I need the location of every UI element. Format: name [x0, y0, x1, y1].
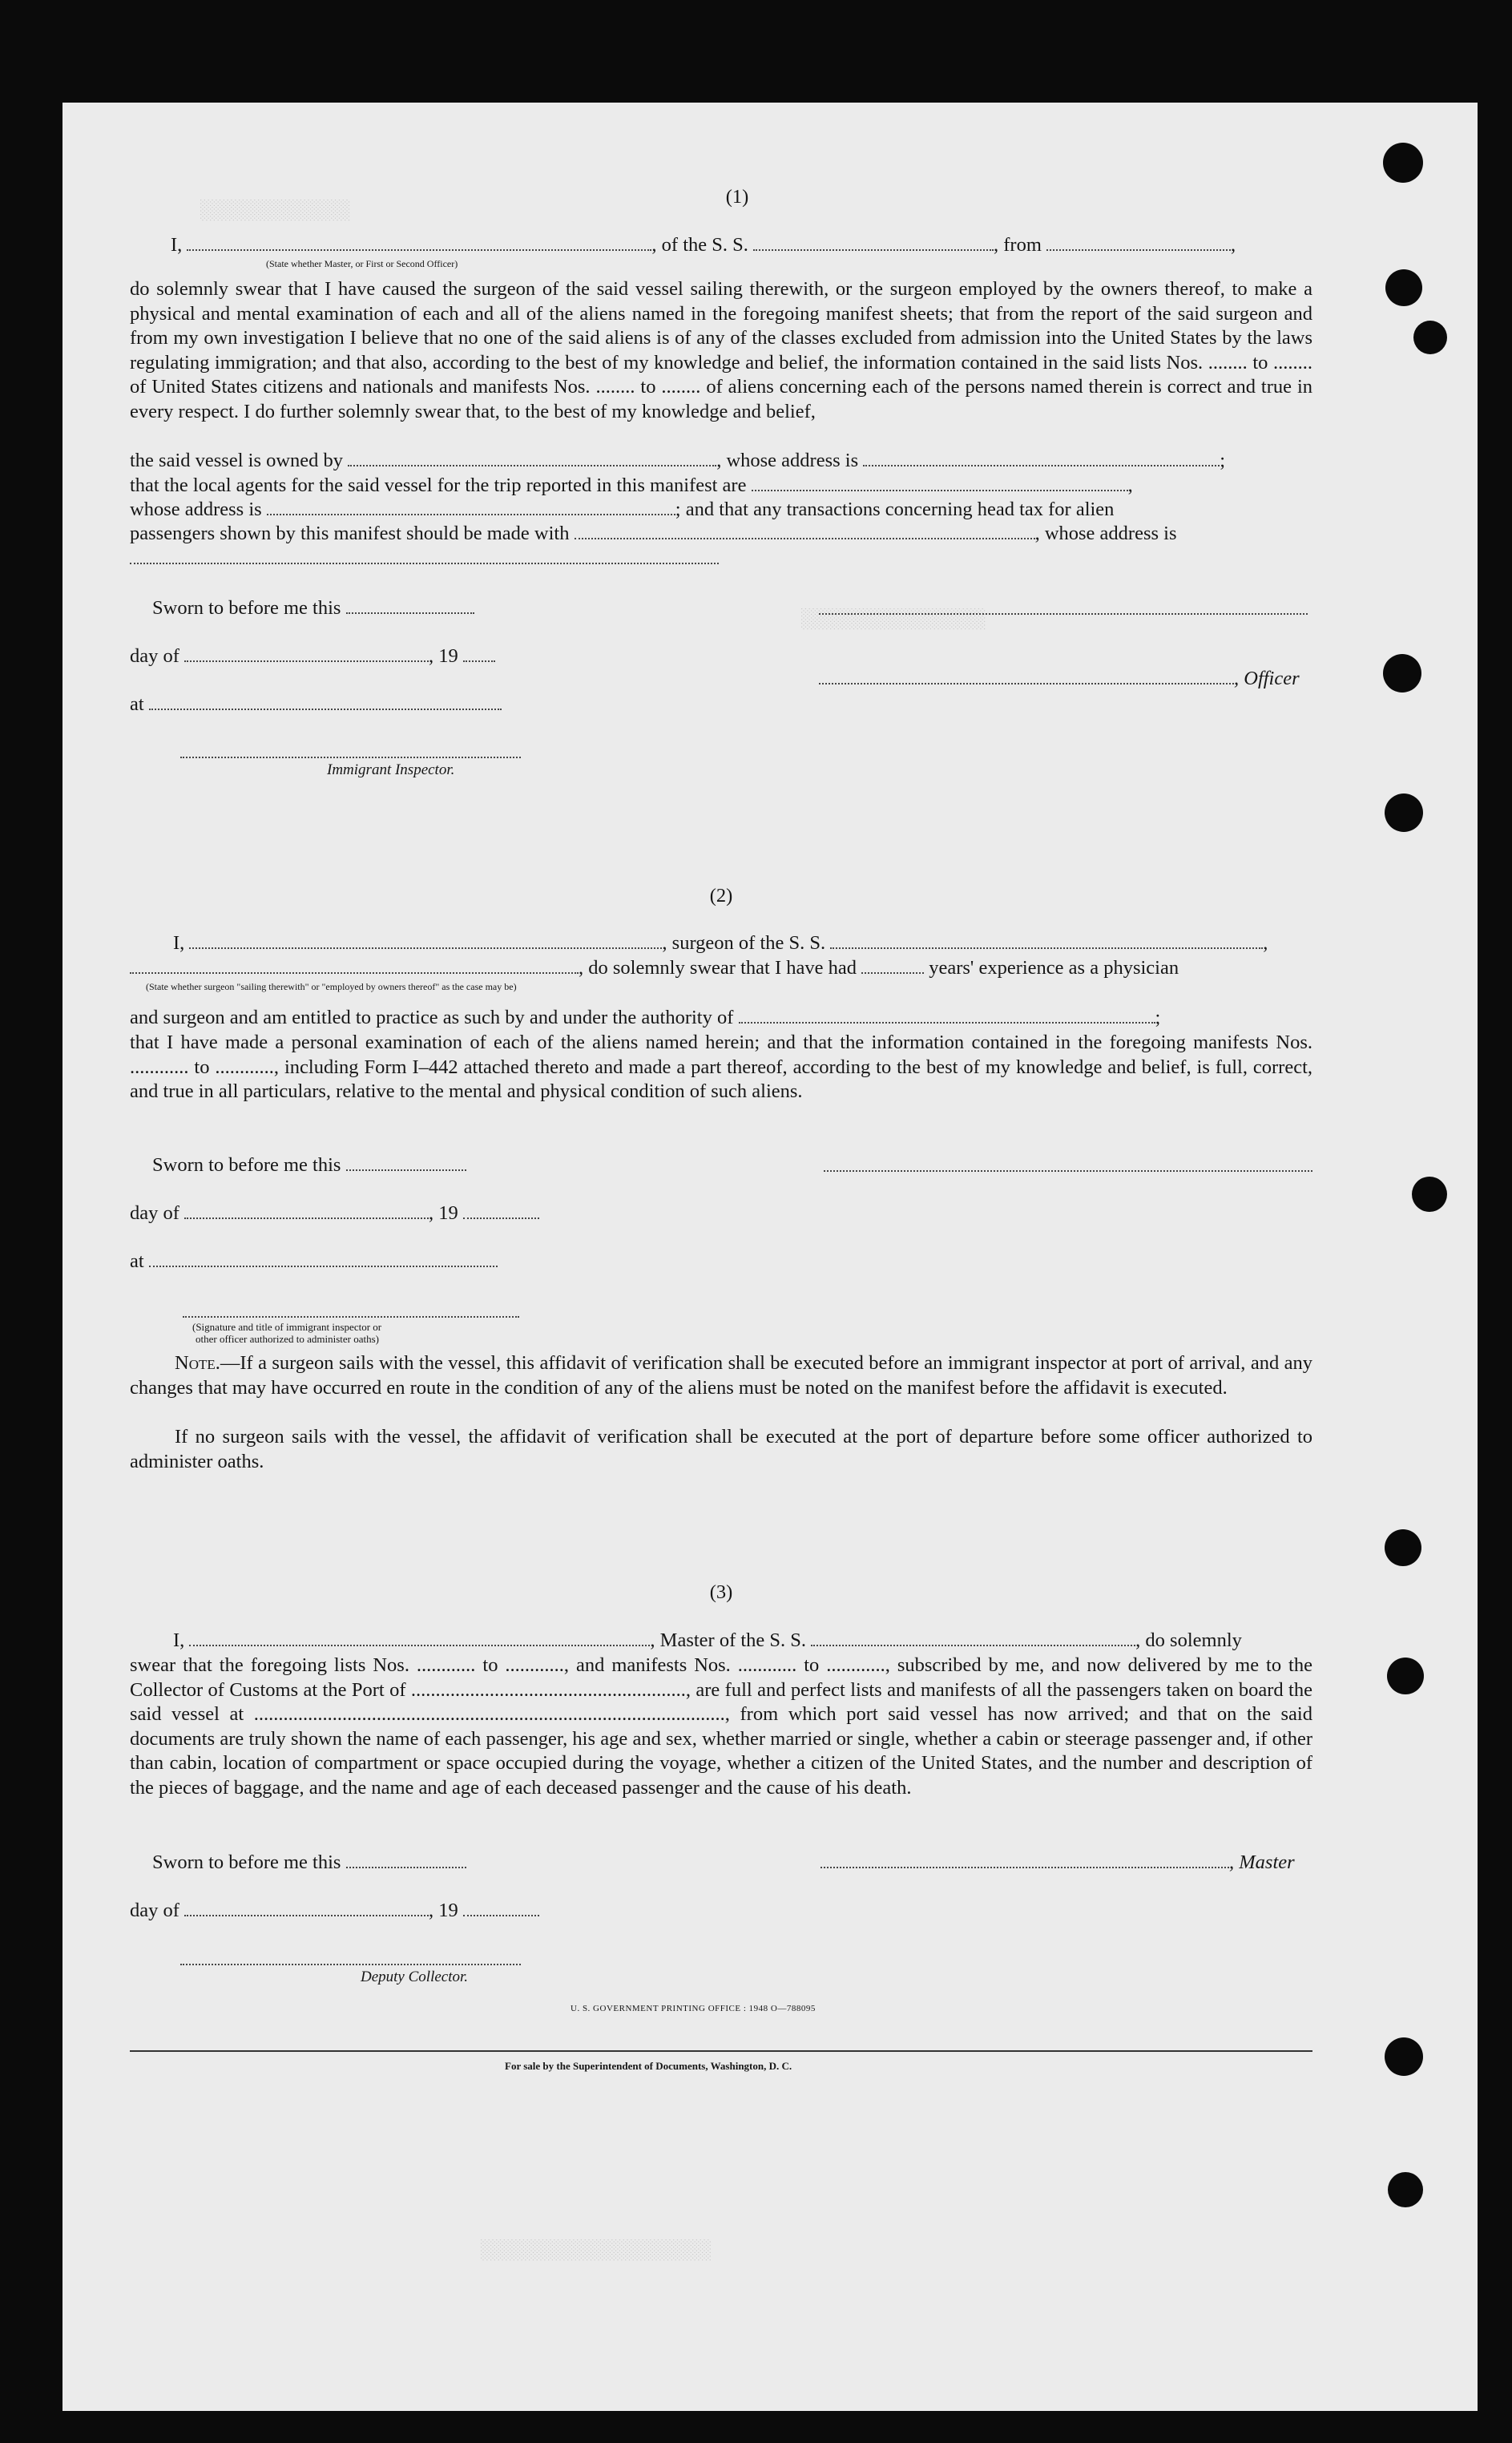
s3-i-label: I, — [173, 1629, 185, 1651]
s1-sworn-date-field[interactable] — [346, 598, 474, 614]
s2-year-field[interactable] — [463, 1203, 539, 1219]
s1-day-line — [130, 645, 495, 668]
s2-status-note: (State whether surgeon "sailing therewith" or "employed by owners thereof" as the case may be) — [146, 981, 517, 992]
s2-day-field[interactable] — [184, 1203, 429, 1219]
s2-authority-end: ; — [1155, 1007, 1161, 1028]
s3-collector-caption: Deputy Collector. — [361, 1969, 469, 1985]
s1-passengers-label: passengers shown by this manifest should be made with — [130, 523, 570, 544]
s1-day-label: day of — [130, 645, 179, 667]
s2-note2-paragraph: If no surgeon sails with the vessel, the affidavit of verification shall be executed at the port of departure before some officer authorized to administer oaths. — [130, 1426, 1312, 1472]
s2-note-label: Note. — [175, 1352, 220, 1374]
s1-year-field[interactable] — [463, 646, 495, 662]
s1-from-field[interactable] — [1046, 235, 1231, 251]
s1-day-field[interactable] — [184, 646, 429, 662]
s1-officer-top-line[interactable] — [819, 612, 1308, 615]
s1-officer-line — [819, 668, 1300, 690]
s1-owner-address-field[interactable] — [863, 450, 1220, 466]
s2-surgeon-signature-line[interactable] — [824, 1169, 1312, 1172]
section-2-number: (2) — [709, 885, 733, 907]
s3-name-field[interactable] — [189, 1630, 650, 1646]
printing-office-line: U. S. GOVERNMENT PRINTING OFFICE : 1948 O—788095 — [571, 2004, 816, 2013]
s2-status-field[interactable] — [130, 958, 579, 974]
s1-at-label: at — [130, 693, 144, 715]
s1-oath-paragraph: do solemnly swear that I have caused the surgeon of the said vessel sailing therewith, or the surgeon employed by the owners thereof, to make a physical and mental examination of each and all of the aliens named in the foregoing manifest sheets; that from the report of the said surgeon and from my own investigation I believe that no one of the said aliens is of any of the classes excluded from admission into the United States by the laws regulating immigration; and that also, according to the best of my knowledge and belief, the information contained in the said lists Nos. ........ to ........ of United States citizens and nationals and manifests Nos. ........ to ........ of aliens concerning each of the persons named therein is correct and true in every respect. I do further solemnly swear that, to the best of my knowledge and belief, — [130, 278, 1312, 422]
s1-owner-address-label: , whose address is — [716, 450, 859, 471]
s1-vessel-field[interactable] — [753, 235, 994, 251]
s2-at-label: at — [130, 1250, 144, 1272]
s2-i-label: I, — [173, 932, 185, 954]
s1-owner-end: ; — [1220, 450, 1226, 471]
s3-collector-signature-line[interactable] — [180, 1962, 521, 1965]
s3-solemnly-label: , do solemnly — [1135, 1629, 1242, 1651]
s1-agents-label: that the local agents for the said vessel for the trip reported in this manifest are — [130, 474, 747, 496]
s3-master-signature-line — [821, 1851, 1295, 1874]
s3-year-label: , 19 — [429, 1900, 458, 1921]
s1-agent-address-line — [130, 499, 1114, 521]
s1-sworn-line — [152, 597, 474, 620]
s1-sworn-label: Sworn to before me this — [152, 597, 341, 619]
s2-authority-label: and surgeon and am entitled to practice as such by and under the authority of — [130, 1007, 734, 1028]
section-3-number: (3) — [709, 1581, 733, 1603]
s3-sworn-label: Sworn to before me this — [152, 1851, 341, 1873]
s2-day-line — [130, 1202, 539, 1225]
sale-notice: For sale by the Superintendent of Documents, Washington, D. C. — [505, 2060, 792, 2072]
s2-years-field[interactable] — [861, 958, 924, 974]
punch-hole — [1412, 1177, 1447, 1212]
punch-hole — [1385, 269, 1422, 306]
s3-sworn-date-field[interactable] — [346, 1852, 466, 1868]
punch-hole — [1413, 321, 1447, 354]
punch-hole — [1385, 2037, 1423, 2076]
s3-vessel-field[interactable] — [811, 1630, 1135, 1646]
s2-signature-caption-2: other officer authorized to administer oaths) — [196, 1333, 379, 1345]
s2-sworn-date-field[interactable] — [346, 1155, 466, 1171]
s2-line-end: , — [1263, 932, 1268, 954]
s1-agent-address-field[interactable] — [267, 499, 675, 515]
s3-master-line — [173, 1629, 1242, 1652]
s2-surgeon-label: , surgeon of the S. S. — [662, 932, 826, 954]
s2-experience-line — [130, 957, 1179, 979]
punch-hole — [1385, 1529, 1421, 1566]
s1-i-label: I, — [171, 234, 183, 256]
s2-at-field[interactable] — [149, 1251, 498, 1267]
s2-day-label: day of — [130, 1202, 179, 1224]
s1-from-label: , from — [994, 234, 1042, 256]
s3-year-field[interactable] — [463, 1900, 539, 1916]
bleed-through-text: ░░░░░░░░░░░░░ — [200, 200, 351, 222]
punch-hole — [1387, 1658, 1424, 1694]
s1-at-field[interactable] — [149, 694, 502, 710]
s2-authority-line — [130, 1007, 1160, 1029]
s3-day-line — [130, 1900, 539, 1922]
section-1-number: (1) — [725, 186, 749, 208]
s3-sworn-line — [152, 1851, 466, 1874]
s1-at-line — [130, 693, 502, 716]
s1-agents-line — [130, 474, 1133, 497]
s1-agents-end: , — [1127, 474, 1133, 496]
bleed-through-text: ░░░░░░░░░░░░░░░░░░░░ — [481, 2240, 712, 2262]
s1-vessel-label: , of the S. S. — [651, 234, 748, 256]
s2-oath-paragraph: that I have made a personal examination of each of the aliens named herein; and that the information contained in the foregoing manifests Nos. ............ to ............, including Form I–442 attached thereto and made a part thereof, according to the best of my knowledge and belief, is full, correct, and true in all particulars, relative to the mental and physical condition of such aliens. — [130, 1032, 1312, 1102]
s1-officer-label: , Officer — [1234, 668, 1300, 689]
s2-year-label: , 19 — [429, 1202, 458, 1224]
s1-name-field[interactable] — [187, 235, 651, 251]
s1-agents-field[interactable] — [752, 475, 1128, 491]
s1-owner-field[interactable] — [348, 450, 716, 466]
s1-inspector-caption: Immigrant Inspector. — [327, 761, 455, 778]
footer-rule — [130, 2050, 1312, 2052]
s1-inspector-signature-line[interactable] — [180, 755, 521, 758]
s3-day-label: day of — [130, 1900, 179, 1921]
s3-master-label: , Master of the S. S. — [650, 1629, 807, 1651]
s2-swear-label: , do solemnly swear that I have had — [579, 957, 857, 979]
s1-owned-label: the said vessel is owned by — [130, 450, 344, 471]
s2-sworn-label: Sworn to before me this — [152, 1154, 341, 1176]
s2-vessel-field[interactable] — [830, 933, 1263, 949]
s1-owner-line — [130, 450, 1225, 472]
s2-authority-field[interactable] — [739, 1007, 1155, 1024]
s3-master-caption: , Master — [1229, 1851, 1295, 1873]
s1-agent-address-label: whose address is — [130, 499, 262, 520]
s1-master-line — [171, 234, 1236, 256]
s3-day-field[interactable] — [184, 1900, 429, 1916]
s1-headtax-address-label: , whose address is — [1034, 523, 1177, 544]
punch-hole — [1383, 143, 1423, 183]
s2-years-label: years' experience as a physician — [929, 957, 1179, 979]
punch-hole — [1388, 2172, 1423, 2207]
s2-signature-caption-1: (Signature and title of immigrant inspector or — [192, 1321, 382, 1333]
s1-headtax-line — [130, 523, 1177, 545]
s2-note-paragraph — [130, 1351, 1312, 1400]
punch-hole — [1385, 793, 1423, 832]
s2-name-field[interactable] — [189, 933, 662, 949]
s3-oath-paragraph: swear that the foregoing lists Nos. ............ to ............, and manifests Nos. ............ to ............, subscribed by me, and now delivered by me to the Collector of Customs at the Port of ........................................................, are full and perfect lists and manifests of all the passengers taken on board the said vessel at ................................................................................................, from which port said vessel has now arrived; and that on the said documents are truly shown the name of each passenger, his age and sex, whether married or single, whether a cabin or steerage passenger and, if other than cabin, location of compartment or space occupied during the voyage, whether a citizen of the United States, and the number and description of the pieces of baggage, and the name and age of each deceased passenger and the cause of his death. — [130, 1654, 1312, 1799]
punch-hole — [1383, 654, 1421, 693]
s1-line-end: , — [1231, 234, 1236, 256]
s2-surgeon-line — [173, 932, 1268, 955]
s1-headtax-address-field[interactable] — [130, 561, 719, 564]
s2-note-text: —If a surgeon sails with the vessel, this affidavit of verification shall be executed before an immigrant inspector at port of arrival, and any changes that may have occurred en route in the condition of any of the aliens must be noted on the manifest before the affidavit is executed. — [130, 1352, 1312, 1399]
s3-master-signature-field[interactable] — [821, 1852, 1229, 1868]
s1-headtax-label: ; and that any transactions concerning head tax for alien — [675, 499, 1115, 520]
s2-inspector-signature-line[interactable] — [183, 1314, 519, 1318]
s1-year-label: , 19 — [429, 645, 458, 667]
s1-title-note: (State whether Master, or First or Second Officer) — [266, 258, 458, 269]
s2-at-line — [130, 1250, 498, 1273]
s1-headtax-field[interactable] — [575, 523, 1035, 539]
bleed-through-text: ░░░░░░░░░░░░░░░░ — [801, 609, 986, 631]
s1-officer-field[interactable] — [819, 668, 1234, 684]
s2-sworn-line — [152, 1154, 466, 1177]
